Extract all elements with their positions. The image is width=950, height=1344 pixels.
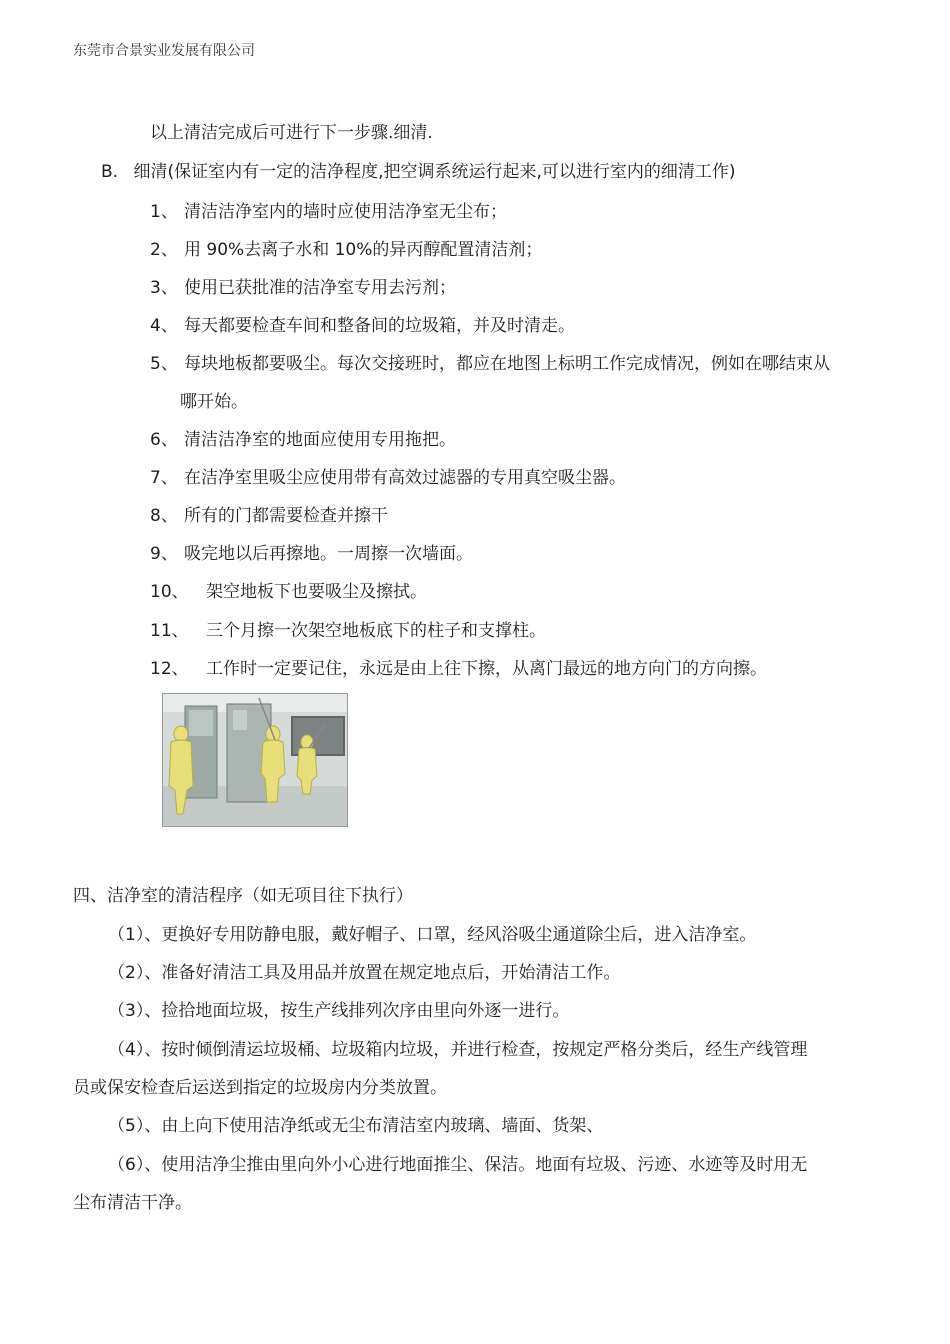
list-item: [150, 619, 546, 643]
list-item: [150, 657, 767, 681]
procedure-step: （4）、按时倾倒清运垃圾桶、垃圾箱内垃圾，并进行检查，按规定严格分类后，经生产线管理: [108, 1040, 808, 1060]
list-item: [150, 314, 575, 338]
procedure-step: （5）、由上向下使用洁净纸或无尘布清洁室内玻璃、墙面、货架、: [108, 1116, 604, 1136]
cleanroom-photo: [162, 693, 348, 827]
list-item-number: 7、: [150, 468, 178, 488]
list-item-text: 三个月擦一次架空地板底下的柱子和支撑柱。: [206, 621, 546, 641]
list-item: [150, 580, 427, 604]
list-item-number: 6、: [150, 430, 178, 450]
list-item-text: 每天都要检查车间和整备间的垃圾箱，并及时清走。: [184, 316, 575, 336]
company-header: 东莞市合景实业发展有限公司: [73, 43, 255, 59]
procedure-step: （2）、准备好清洁工具及用品并放置在规定地点后，开始清洁工作。: [108, 963, 621, 983]
list-item: [150, 504, 388, 528]
list-item-text: 在洁净室里吸尘应使用带有高效过滤器的专用真空吸尘器。: [184, 468, 626, 488]
list-item-number: 4、: [150, 316, 178, 336]
list-item: [150, 466, 626, 490]
procedure-step: （6）、使用洁净尘推由里向外小心进行地面推尘、保洁。地面有垃圾、污迹、水迹等及时用无: [108, 1155, 808, 1175]
section-4-heading: 四、洁净室的清洁程序（如无项目往下执行）: [73, 886, 413, 906]
procedure-step-continuation: 员或保安检查后运送到指定的垃圾房内分类放置。: [73, 1078, 447, 1098]
section-b-heading: [101, 160, 736, 184]
procedure-step: （3）、捡拾地面垃圾，按生产线排列次序由里向外逐一进行。: [108, 1001, 570, 1021]
list-item-number: 12、: [150, 659, 189, 679]
list-item-number: 9、: [150, 544, 178, 564]
list-item: [150, 542, 473, 566]
list-item-text: 工作时一定要记住，永远是由上往下擦，从离门最远的地方向门的方向擦。: [206, 659, 767, 679]
list-item-continuation: 哪开始。: [180, 392, 248, 412]
list-item-number: 5、: [150, 354, 178, 374]
list-item: [150, 276, 456, 300]
list-item-number: 10、: [150, 582, 189, 602]
section-b-label: B.: [101, 162, 119, 182]
list-item-number: 8、: [150, 506, 178, 526]
list-item-text: 使用已获批准的洁净室专用去污剂；: [184, 278, 456, 298]
list-item-text: 每块地板都要吸尘。每次交接班时，都应在地图上标明工作完成情况，例如在哪结束从: [184, 354, 830, 374]
list-item-number: 2、: [150, 240, 178, 260]
list-item-number: 1、: [150, 202, 178, 222]
list-item: [150, 238, 542, 262]
list-item-text: 所有的门都需要检查并擦干: [184, 506, 388, 526]
section-b-title: 细清(保证室内有一定的洁净程度,把空调系统运行起来,可以进行室内的细清工作): [133, 162, 736, 182]
list-item-text: 清洁洁净室内的墙时应使用洁净室无尘布；: [184, 202, 507, 222]
list-item-text: 清洁洁净室的地面应使用专用拖把。: [184, 430, 456, 450]
list-item: [150, 428, 456, 452]
intro-text: 以上清洁完成后可进行下一步骤.细清.: [150, 123, 433, 143]
list-item: [150, 200, 507, 224]
list-item-text: 吸完地以后再擦地。一周擦一次墙面。: [184, 544, 473, 564]
cleanroom-photo-illustration: [163, 694, 347, 826]
list-item-number: 11、: [150, 621, 189, 641]
procedure-step-continuation: 尘布清洁干净。: [73, 1193, 192, 1213]
list-item: [150, 352, 830, 376]
procedure-step: （1）、更换好专用防静电服，戴好帽子、口罩，经风浴吸尘通道除尘后，进入洁净室。: [108, 925, 757, 945]
list-item-text: 架空地板下也要吸尘及擦拭。: [206, 582, 427, 602]
list-item-number: 3、: [150, 278, 178, 298]
list-item-text: 用 90%去离子水和 10%的异丙醇配置清洁剂；: [184, 240, 543, 260]
